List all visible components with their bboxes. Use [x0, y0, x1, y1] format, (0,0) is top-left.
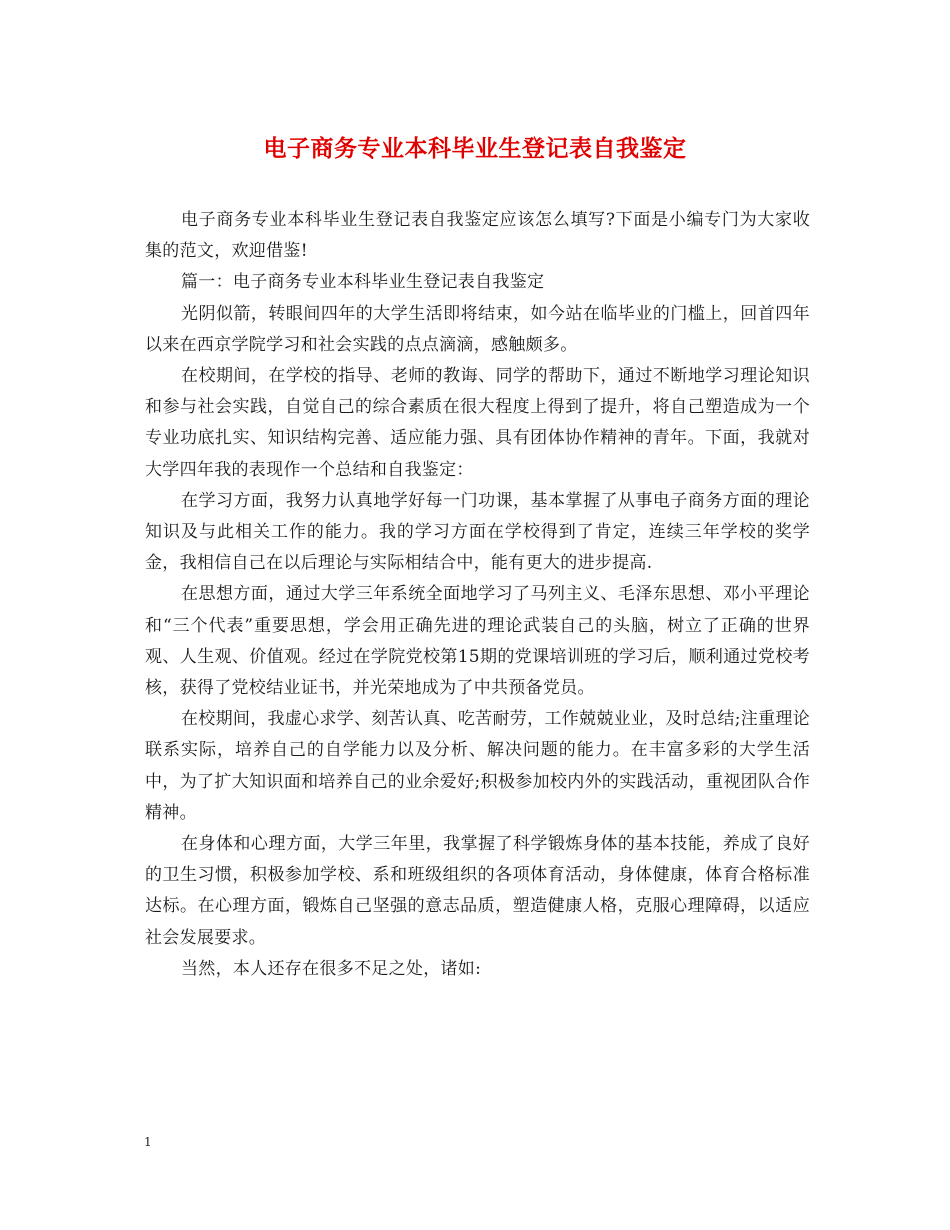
document-body: [145, 205, 810, 985]
paragraph: 当然，本人还存在很多不足之处，诸如:: [181, 958, 482, 979]
paragraph: 在校期间，我虚心求学、刻苦认真、吃苦耐劳，工作兢兢业业，及时总结;注重理论联系实际，培养自己的自学能力以及分析、解决问题的能力。在丰富多彩的大学生活中，为了扩大知识面和培养自己的业余爱好;积极参加校内外的实践活动，重视团队合作精神。: [145, 709, 810, 823]
paragraph: 在思想方面，通过大学三年系统全面地学习了马列主义、毛泽东思想、邓小平理论和“三个代表”重要思想，学会用正确先进的理论武装自己的头脑，树立了正确的世界观、人生观、价值观。经过在学院党校第15期的党课培训班的学习后，顺利通过党校考核，获得了党校结业证书，并光荣地成为了中共预备党员。: [145, 584, 810, 699]
paragraph: 在学习方面，我努力认真地学好每一门功课，基本掌握了从事电子商务方面的理论知识及与此相关工作的能力。我的学习方面在学校得到了肯定，连续三年学校的奖学金，我相信自己在以后理论与实际相结合中，能有更大的进步提高.: [145, 490, 810, 574]
paragraph-intro: 电子商务专业本科毕业生登记表自我鉴定应该怎么填写?下面是小编专门为大家收集的范文，欢迎借鉴!: [145, 210, 810, 262]
paragraph: 在身体和心理方面，大学三年里，我掌握了科学锻炼身体的基本技能，养成了良好的卫生习惯，积极参加学校、系和班级组织的各项体育活动，身体健康，体育合格标准达标。在心理方面，锻炼自己坚强的意志品质，塑造健康人格，克服心理障碍，以适应社会发展要求。: [145, 834, 810, 948]
paragraph: 光阴似箭，转眼间四年的大学生活即将结束，如今站在临毕业的门槛上，回首四年以来在西京学院学习和社会实践的点点滴滴，感触颇多。: [145, 303, 810, 355]
paragraph-section-heading: 篇一：电子商务专业本科毕业生登记表自我鉴定: [181, 272, 545, 293]
document-title: 电子商务专业本科毕业生登记表自我鉴定: [263, 135, 687, 162]
paragraph: 在校期间，在学校的指导、老师的教诲、同学的帮助下，通过不断地学习理论知识和参与社会实践，自觉自己的综合素质在很大程度上得到了提升，将自己塑造成为一个专业功底扎实、知识结构完善、适应能力强、具有团体协作精神的青年。下面，我就对大学四年我的表现作一个总结和自我鉴定：: [145, 366, 810, 480]
page-number: 1: [144, 1135, 152, 1149]
